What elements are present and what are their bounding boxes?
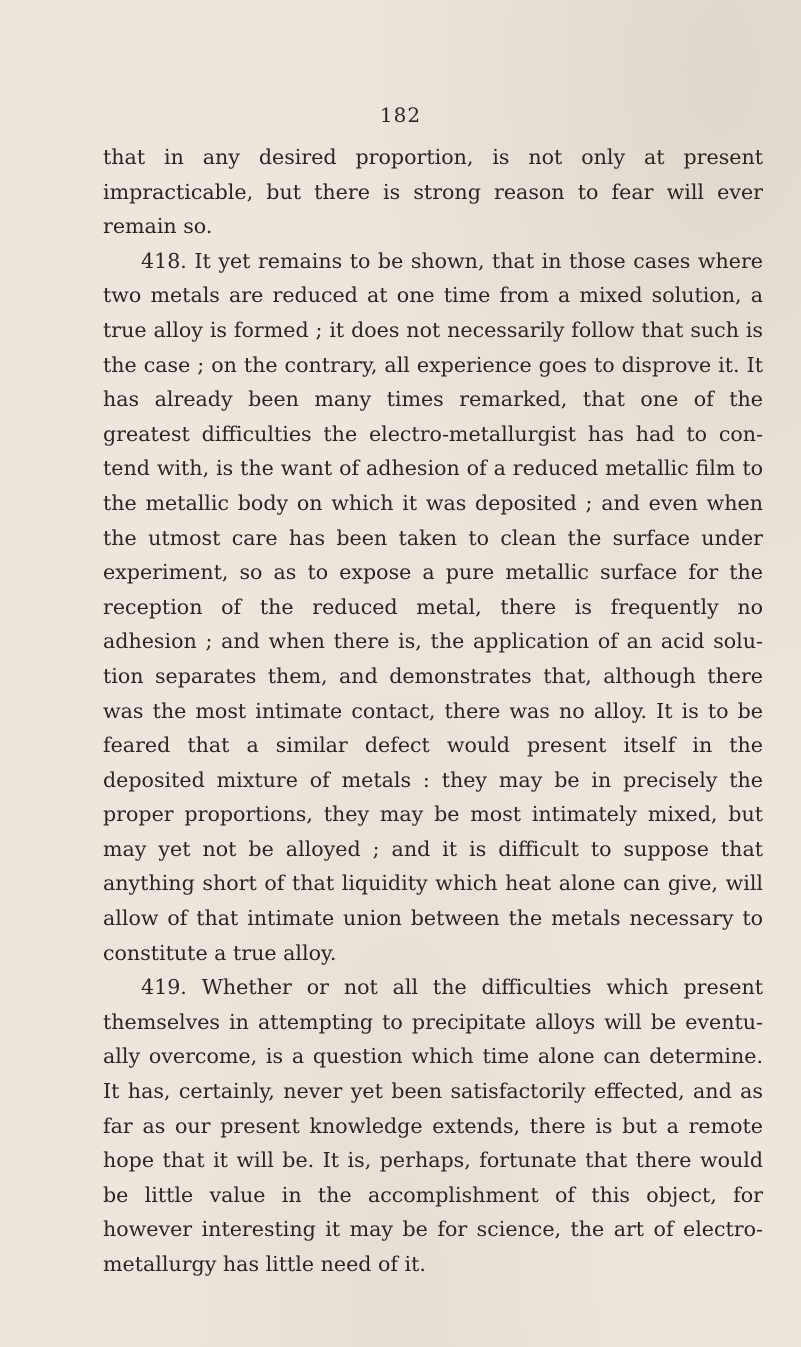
page-number: 182 <box>379 103 422 127</box>
body-text <box>103 140 763 1282</box>
paragraph-continuation: that in any desired proportion, is not only at present impracticable, but there is strong reason to fear will ever remain so. <box>103 145 763 239</box>
paragraph-419: 419. Whether or not all the difficulties which present themselves in attempting to precipitate alloys will be eventually overcome, is a question which time alone can determine. It has, certainly, never yet been satisfactorily effected, and as far as our present knowledge extends, there is but a remote hope that it will be. It is, perhaps, fortunate that there would be little value in the accomplishment of this object, for however interesting it may be for science, the art of electro-metallurgy has little need of it. <box>103 975 763 1276</box>
paragraph-418: 418. It yet remains to be shown, that in those cases where two metals are reduced at one time from a mixed solution, a true alloy is formed ; it does not necessarily follow that such is the case ; on the contrary, all experience goes to disprove it. It has already been many times remarked, that one of the greatest difficulties the electro-metallurgist has had to contend with, is the want of adhesion of a reduced metallic film to the metallic body on which it was deposited ; and even when the utmost care has been taken to clean the surface under experiment, so as to expose a pure metallic surface for the reception of the reduced metal, there is frequently no adhesion ; and when there is, the application of an acid solution separates them, and demonstrates that, although there was the most intimate contact, there was no alloy. It is to be feared that a similar defect would present itself in the deposited mixture of metals : they may be in precisely the proper proportions, they may be most intimately mixed, but may yet not be alloyed ; and it is difficult to suppose that anything short of that liquidity which heat alone can give, will allow of that intimate union between the metals necessary to constitute a true alloy. <box>103 248 763 965</box>
